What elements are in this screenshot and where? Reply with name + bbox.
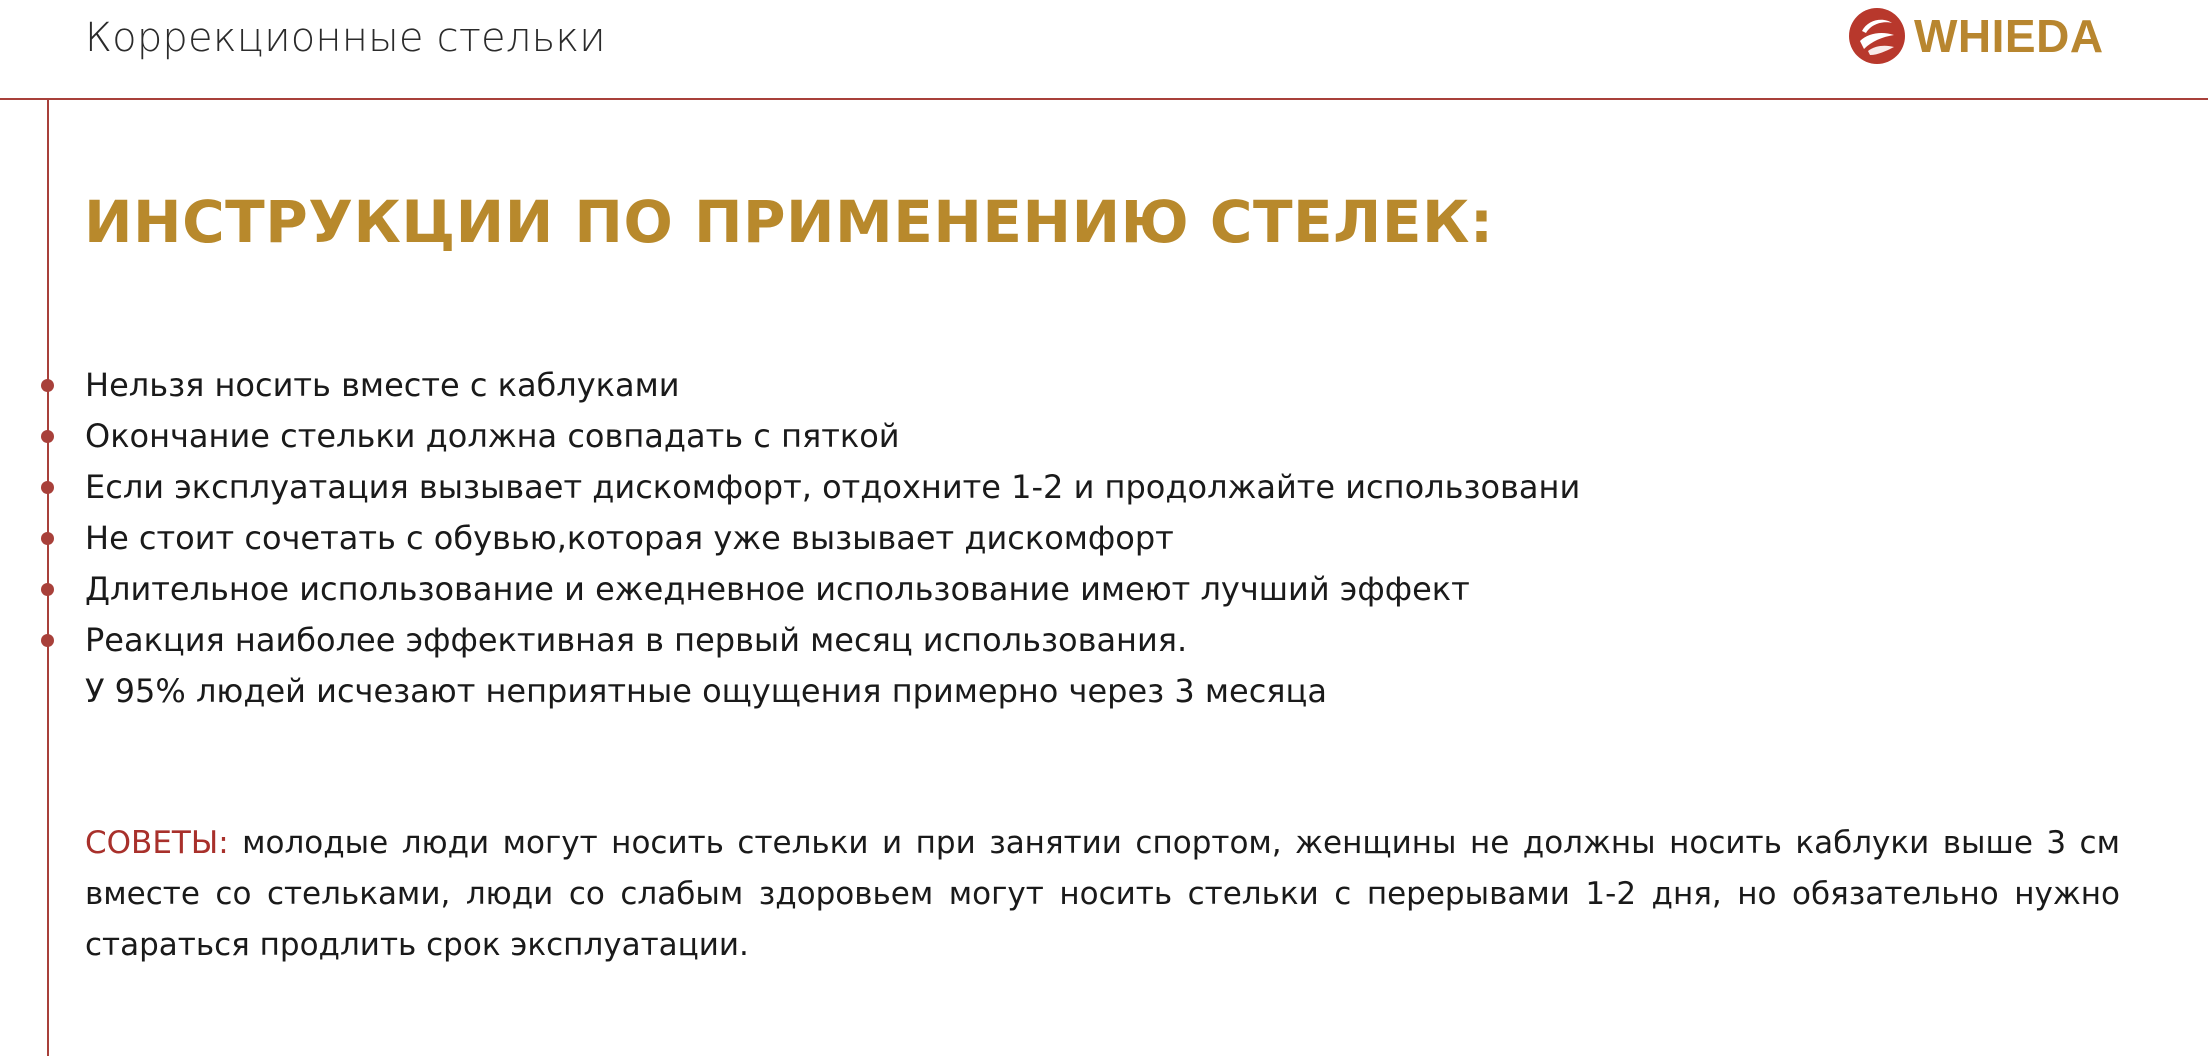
bullet-dot	[41, 430, 54, 443]
list-item-text: Нельзя носить вместе с каблуками	[85, 366, 680, 404]
list-item-text: Окончание стельки должна совпадать с пяткой	[85, 417, 900, 455]
rules-note: У 95% людей исчезают неприятные ощущения примерно через 3 месяца	[85, 672, 1327, 710]
tips-text: молодые люди могут носить стельки и при занятии спортом, женщины не должны носить каблуки выше 3 см вместе со стельками, люди со слабым здоровьем могут носить стельки с перерывами 1-2 дня, но обязательно нужно стараться продлить срок эксплуатации.	[85, 825, 2120, 963]
list-item-text: Длительное использование и ежедневное использование имеют лучший эффект	[85, 570, 1470, 608]
list-item	[0, 462, 2208, 513]
list-item-text: Не стоит сочетать с обувью,которая уже вызывает дискомфорт	[85, 519, 1174, 557]
tips-paragraph	[85, 818, 2120, 971]
whieda-logo-icon	[1848, 7, 1906, 65]
list-item-text: Если эксплуатация вызывает дискомфорт, отдохните 1-2 и продолжайте использовани	[85, 468, 1581, 506]
bullet-dot	[41, 583, 54, 596]
list-item	[0, 615, 2208, 666]
bullet-dot	[41, 634, 54, 647]
brand-name: WHIEDA	[1914, 10, 2104, 62]
list-item-text: Реакция наиболее эффективная в первый месяц использования.	[85, 621, 1188, 659]
list-item	[0, 564, 2208, 615]
bullet-dot	[41, 481, 54, 494]
list-item	[0, 411, 2208, 462]
list-item	[0, 513, 2208, 564]
bullet-dot	[41, 532, 54, 545]
header-divider	[0, 98, 2208, 100]
brand-logo	[1848, 6, 2104, 66]
instructions-list	[0, 360, 2208, 666]
bullet-dot	[41, 379, 54, 392]
page-title: Коррекционные стельки	[85, 15, 606, 61]
tips-label: СОВЕТЫ:	[85, 825, 229, 861]
list-item	[0, 360, 2208, 411]
instructions-heading: ИНСТРУКЦИИ ПО ПРИМЕНЕНИЮ СТЕЛЕК:	[84, 188, 1494, 256]
